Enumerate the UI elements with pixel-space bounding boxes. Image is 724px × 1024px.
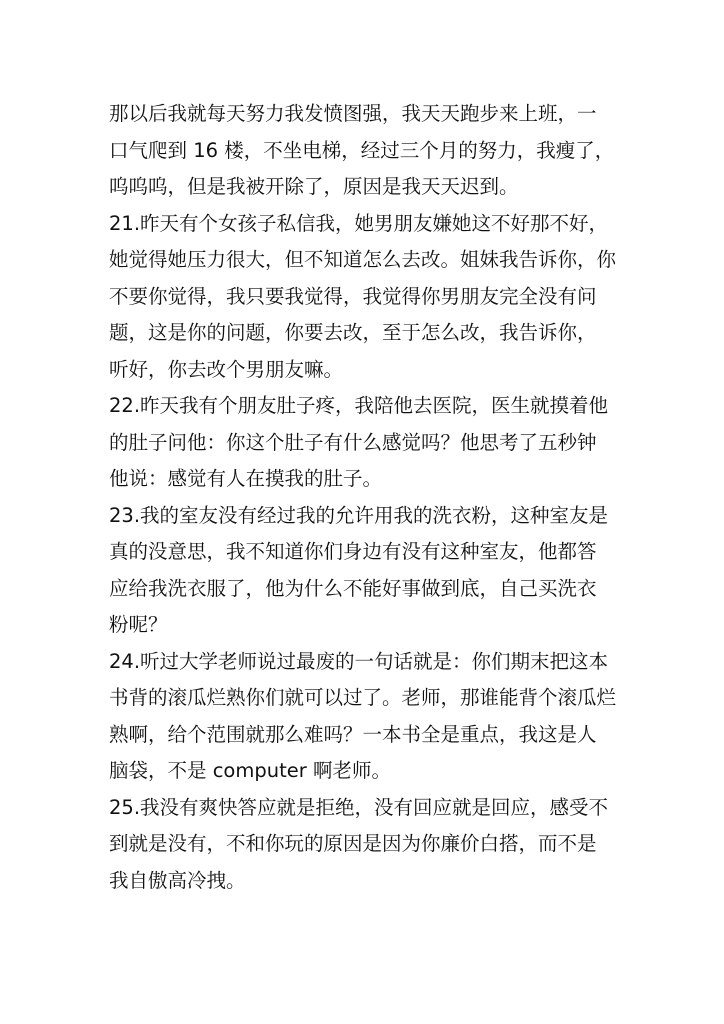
text-line: 25.我没有爽快答应就是拒绝，没有回应就是回应，感受不	[109, 795, 609, 819]
text-line: 到就是没有，不和你玩的原因是因为你廉价白搭，而不是	[109, 832, 597, 855]
text-line: 听好，你去改个男朋友嘛。	[109, 357, 344, 381]
text-line: 粉呢？	[109, 613, 168, 636]
text-line: 书背的滚瓜烂熟你们就可以过了。老师，那谁能背个滚瓜烂	[109, 686, 617, 709]
text-line: 不要你觉得，我只要我觉得，我觉得你男朋友完全没有问	[109, 284, 597, 308]
text-line: 他说：感觉有人在摸我的肚子。	[109, 467, 383, 490]
text-line: 22.昨天我有个朋友肚子疼，我陪他去医院，医生就摸着他	[109, 394, 609, 417]
text-line: 21.昨天有个女孩子私信我，她男朋友嫌她这不好那不好，	[109, 211, 609, 235]
text-line: 熟啊，给个范围就那么难吗？一本书全是重点，我这是人	[109, 722, 597, 746]
text-line: 题，这是你的问题，你要去改，至于怎么改，我告诉你，	[109, 321, 597, 344]
text-line: 她觉得她压力很大，但不知道怎么去改。姐妹我告诉你，你	[109, 248, 617, 271]
text-line: 我自傲高冷拽。	[109, 868, 246, 892]
text-line: 应给我洗衣服了，他为什么不能好事做到底，自己买洗衣	[109, 576, 597, 600]
text-line: 那以后我就每天努力我发愤图强，我天天跑步来上班，一	[109, 102, 597, 125]
text-line: 23.我的室友没有经过我的允许用我的洗衣粉，这种室友是	[109, 503, 609, 527]
text-line: 的肚子问他：你这个肚子有什么感觉吗？他思考了五秒钟	[109, 430, 597, 454]
text-line: 口气爬到 16 楼，不坐电梯，经过三个月的努力，我瘦了，	[109, 138, 615, 162]
text-line: 呜呜呜，但是我被开除了，原因是我天天迟到。	[109, 175, 519, 198]
text-line: 真的没意思，我不知道你们身边有没有这种室友，他都答	[109, 540, 597, 563]
text-line: 24.听过大学老师说过最废的一句话就是：你们期末把这本	[109, 649, 609, 673]
text-line: 脑袋，不是 computer 啊老师。	[109, 759, 391, 782]
body-text	[109, 96, 619, 899]
